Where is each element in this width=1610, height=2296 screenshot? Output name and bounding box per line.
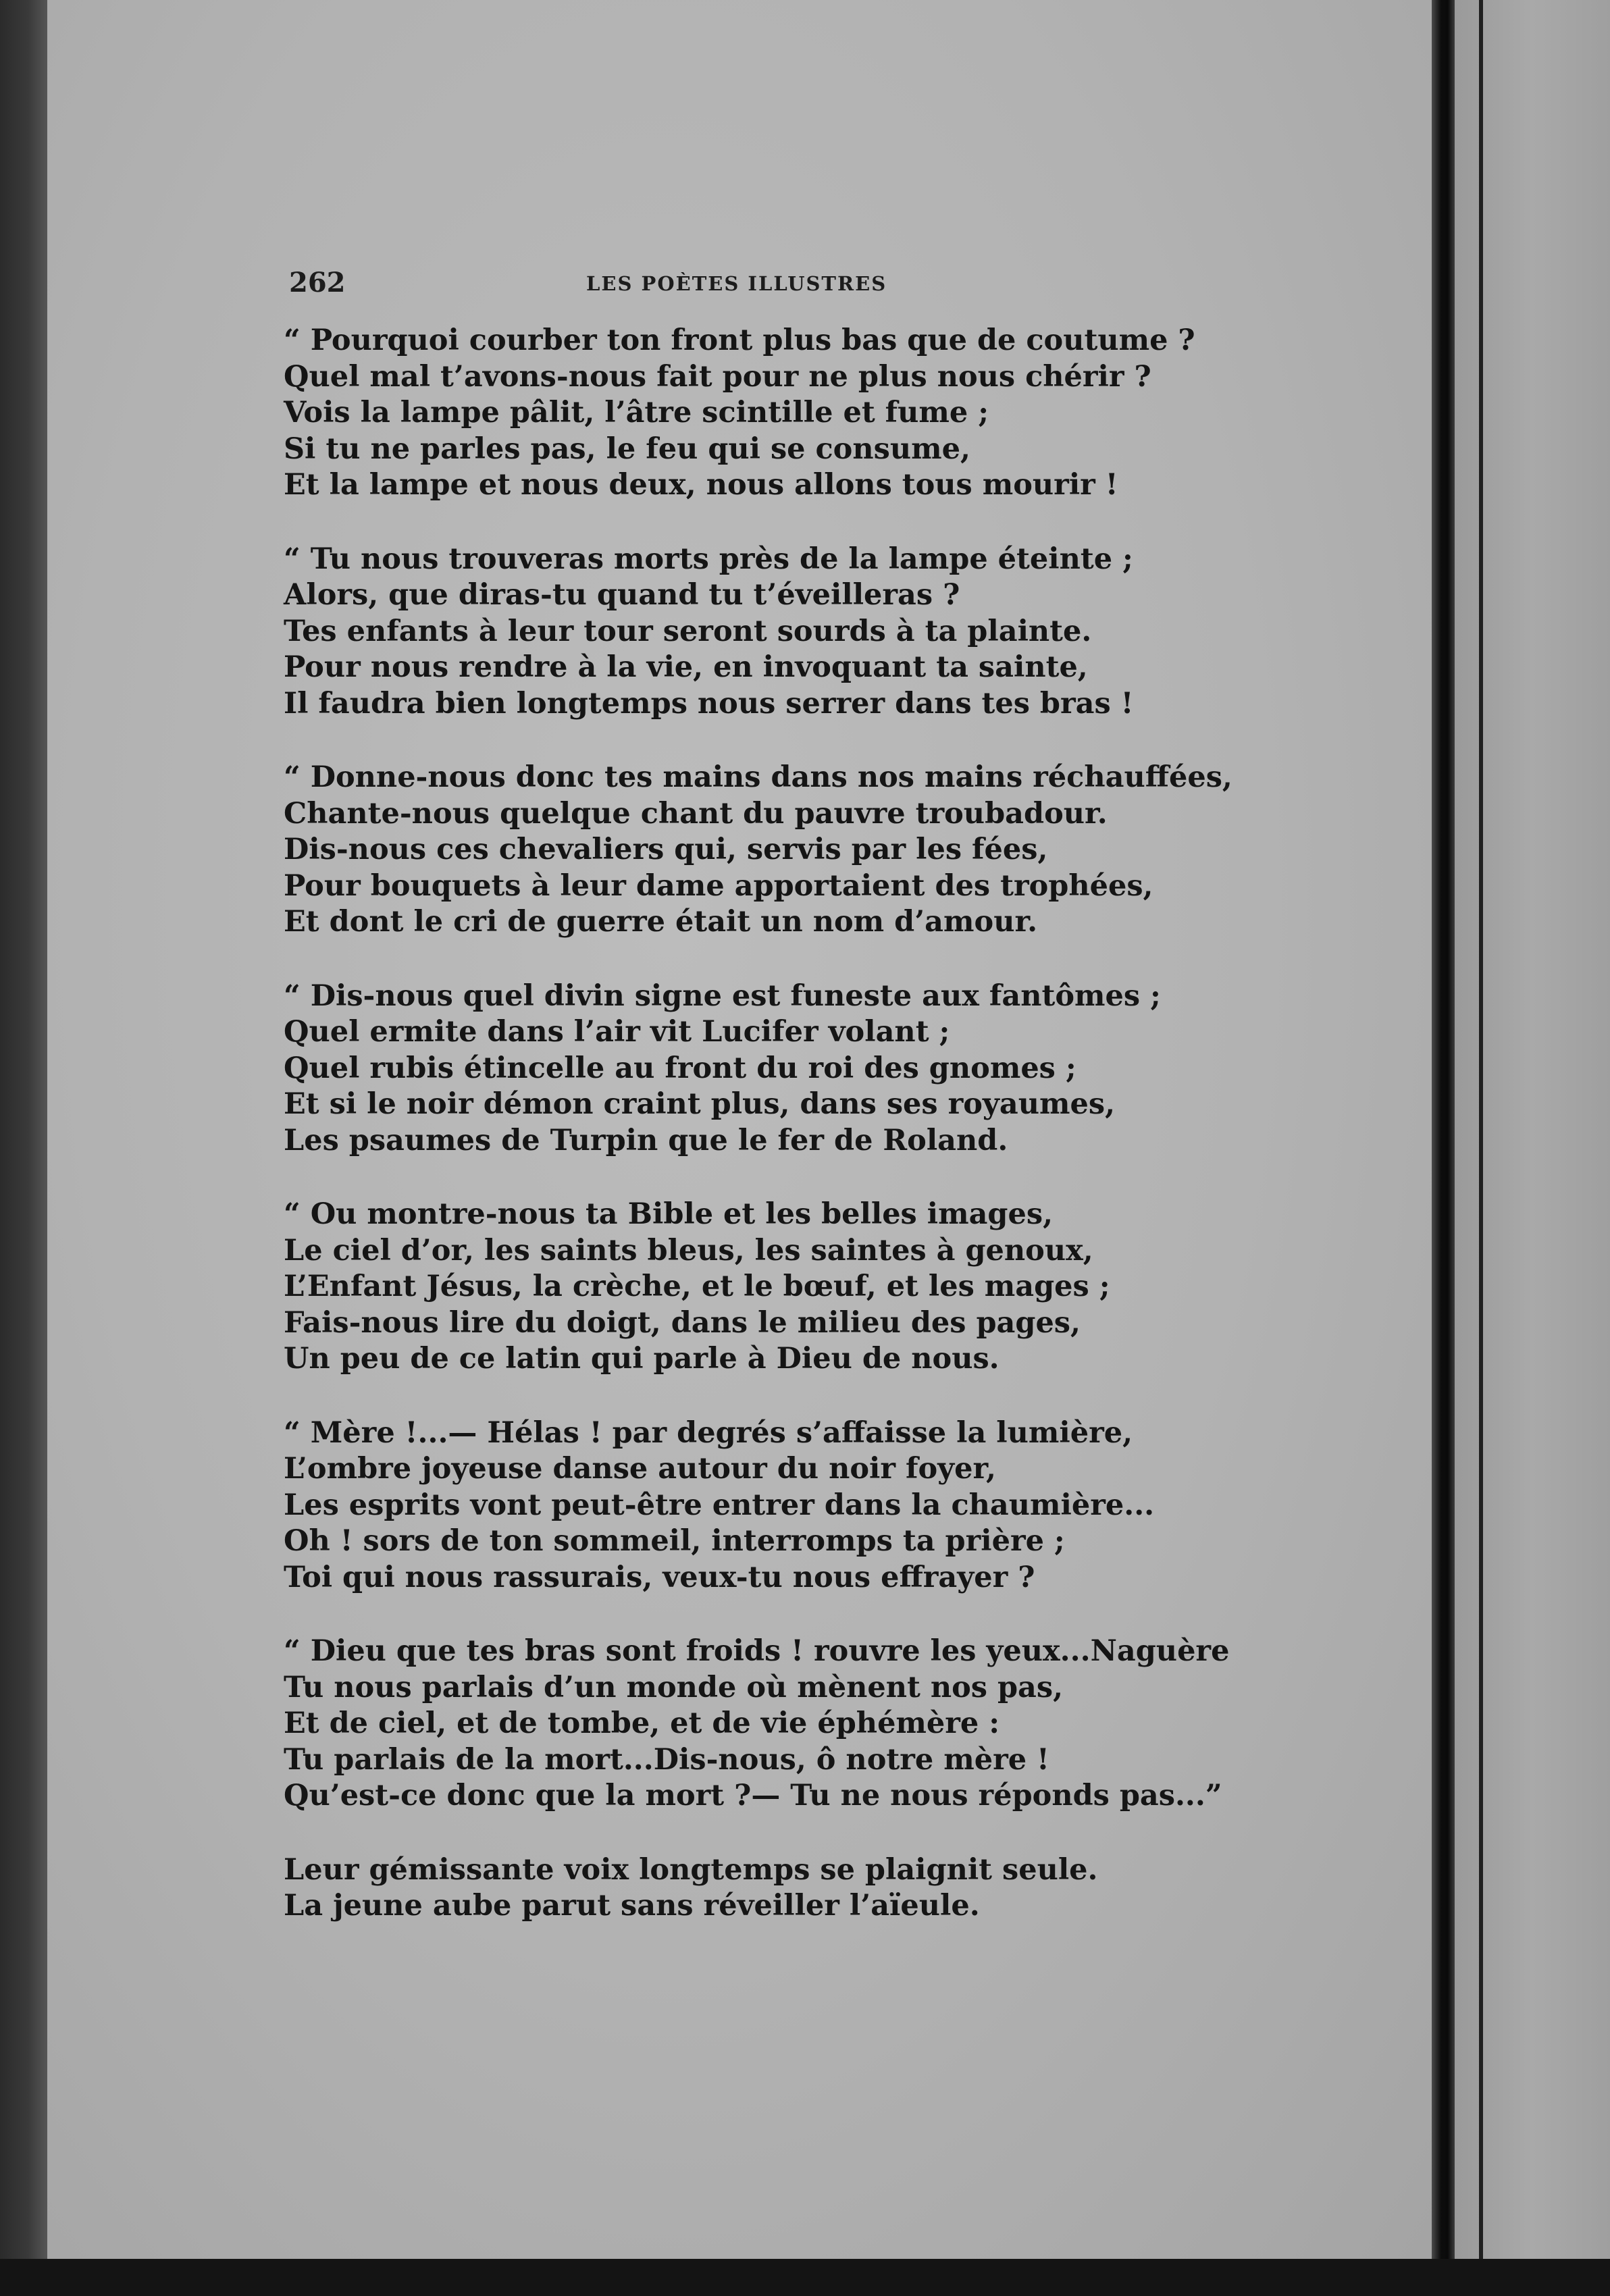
poem-line: Pour nous rendre à la vie, en invoquant ta sainte, [284,650,1088,684]
poem-line: Vois la lampe pâlit, l’âtre scintille et fume ; [284,396,989,429]
stanza [284,1415,1256,1596]
poem-line: Les psaumes de Turpin que le fer de Roland. [284,1123,1008,1157]
stanza [284,1197,1256,1378]
poem-line: Oh ! sors de ton sommeil, interromps ta prière ; [284,1524,1065,1558]
poem-line: Tes enfants à leur tour seront sourds à ta plainte. [284,614,1092,648]
poem-line: “ Mère !...— Hélas ! par degrés s’affaisse la lumière, [284,1415,1133,1450]
poem-line: Il faudra bien longtemps nous serrer dans tes bras ! [284,686,1134,721]
poem-line: Et la lampe et nous deux, nous allons tous mourir ! [284,468,1118,502]
poem-line: Qu’est-ce donc que la mort ?— Tu ne nous réponds pas...” [284,1779,1222,1812]
poem-line: Et si le noir démon craint plus, dans ses royaumes, [284,1087,1116,1121]
poem-line: “ Donne-nous donc tes mains dans nos mains réchauffées, [284,760,1232,794]
poem-line: Et dont le cri de guerre était un nom d’amour. [284,905,1038,939]
poem-line: Leur gémissante voix longtemps se plaignit seule. [284,1852,1098,1887]
poem-line: Quel ermite dans l’air vit Lucifer volant ; [284,1015,950,1049]
left-binding-edge [0,0,47,2296]
poem-line: Toi qui nous rassurais, veux-tu nous effrayer ? [284,1560,1035,1594]
poem-line: “ Dieu que tes bras sont froids ! rouvre les yeux...Naguère [284,1634,1230,1668]
stanza [284,323,1256,504]
poem-body [284,323,1256,1962]
book-spine-gutter [1432,0,1455,2296]
poem-line: “ Tu nous trouveras morts près de la lampe éteinte ; [284,542,1133,576]
bottom-scan-border [0,2259,1610,2296]
poem-line: Fais-nous lire du doigt, dans le milieu des pages, [284,1305,1081,1340]
adjacent-page-rule [1479,0,1483,2296]
adjacent-page-edge [1455,0,1610,2296]
page-number: 262 [289,267,346,298]
stanza [284,979,1256,1159]
stanza [284,760,1256,941]
poem-line: Quel rubis étincelle au front du roi des gnomes ; [284,1051,1076,1085]
poem-line: Tu parlais de la mort...Dis-nous, ô notre mère ! [284,1742,1049,1777]
running-head: LES POÈTES ILLUSTRES [586,272,887,295]
poem-line: Chante-nous quelque chant du pauvre troubadour. [284,796,1108,831]
poem-line: Dis-nous ces chevaliers qui, servis par les fées, [284,833,1048,866]
poem-line: “ Pourquoi courber ton front plus bas que de coutume ? [284,323,1195,357]
poem-line: Un peu de ce latin qui parle à Dieu de nous. [284,1342,999,1376]
poem-line: Pour bouquets à leur dame apportaient des trophées, [284,868,1153,903]
poem-line: La jeune aube parut sans réveiller l’aïeule. [284,1889,980,1923]
poem-line: Alors, que diras-tu quand tu t’éveilleras ? [284,578,960,612]
poem-line: Tu nous parlais d’un monde où mènent nos pas, [284,1670,1064,1704]
poem-line: L’ombre joyeuse danse autour du noir foyer, [284,1452,997,1486]
stanza [284,542,1256,723]
poem-line: Et de ciel, et de tombe, et de vie éphémère : [284,1706,1000,1740]
poem-line: Si tu ne parles pas, le feu qui se consume, [284,432,970,466]
poem-line: “ Ou montre-nous ta Bible et les belles images, [284,1197,1054,1231]
stanza [284,1634,1256,1815]
page-header [289,267,910,307]
poem-line: “ Dis-nous quel divin signe est funeste aux fantômes ; [284,979,1161,1013]
stanza [284,1852,1256,1925]
poem-line: Quel mal t’avons-nous fait pour ne plus nous chérir ? [284,359,1151,394]
poem-line: Le ciel d’or, les saints bleus, les saintes à genoux, [284,1233,1093,1268]
poem-line: Les esprits vont peut-être entrer dans la chaumière... [284,1488,1155,1522]
poem-line: L’Enfant Jésus, la crèche, et le bœuf, et les mages ; [284,1270,1110,1303]
